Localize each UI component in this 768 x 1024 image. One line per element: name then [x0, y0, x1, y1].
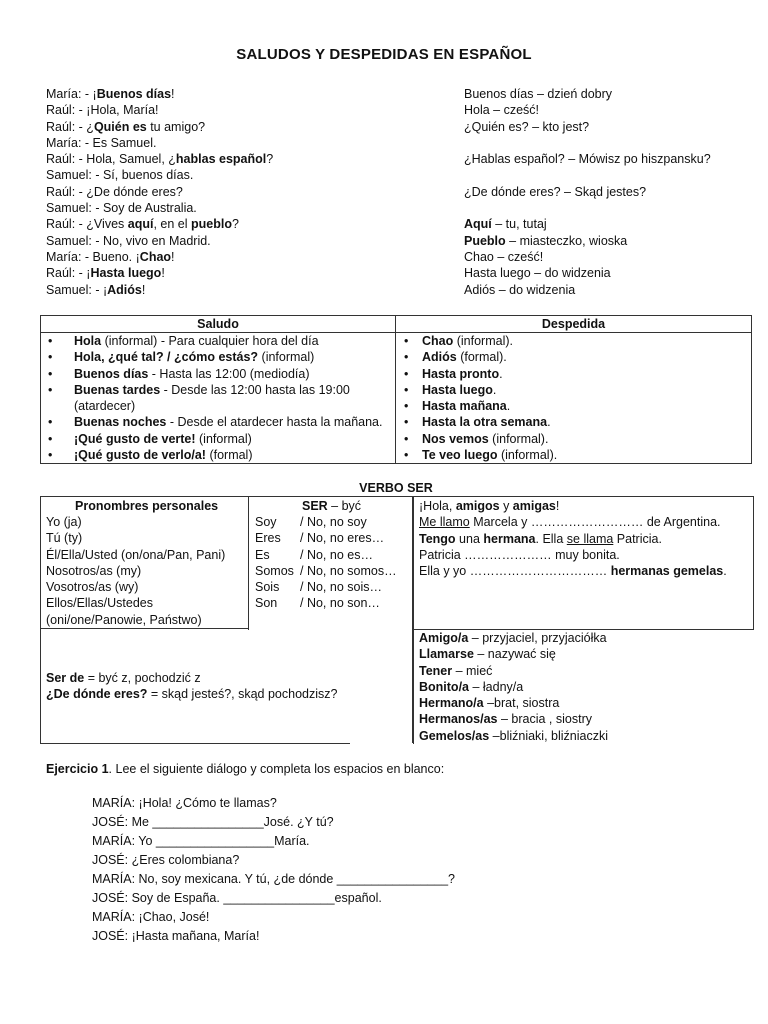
pronouns-header: Pronombres personales [75, 499, 219, 513]
exercise-line: MARÍA: No, soy mexicana. Y tú, ¿de dónde ________________? [92, 872, 455, 886]
vocab-line: Pueblo – miasteczko, wioska [464, 233, 628, 248]
list-item: Nosotros/as (my) [46, 563, 142, 578]
dialogue-line: Samuel: - Sí, buenos días. [46, 168, 194, 183]
dialogue-line: Raúl: - ¿Quién es tu amigo? [46, 119, 206, 134]
despedida-cell [396, 333, 752, 464]
example-line: Patricia ………………… muy bonita. [419, 547, 620, 562]
exercise-line: JOSÉ: Me ________________José. ¿Y tú? [92, 815, 334, 829]
dialogue-block [46, 86, 273, 298]
list-item: Tener – mieć [419, 663, 493, 678]
verbo-bottom-line [40, 743, 350, 744]
list-item: • Adiós (formal). [396, 349, 751, 365]
dialogue-line: Raúl: - ¿De dónde eres? [46, 184, 183, 199]
vocab-line: Chao – cześć! [464, 249, 544, 264]
vocab-block [464, 86, 711, 298]
vocab-line: Buenos días – dzień dobry [464, 87, 613, 101]
list-item: • Hasta pronto. [396, 366, 751, 382]
list-item: / No, no son… [300, 596, 380, 611]
list-item: • Hola (informal) - Para cualquier hora del día [41, 333, 395, 349]
list-item: Ellos/Ellas/Ustedes [46, 596, 153, 611]
list-item: Bonito/a – ładny/a [419, 679, 524, 694]
exercise-line: MARÍA: ¡Chao, José! [92, 910, 210, 924]
list-item: (oni/one/Panowie, Państwo) [46, 612, 202, 627]
dialogue-line: Samuel: - No, vivo en Madrid. [46, 233, 211, 248]
list-item: Tú (ty) [46, 531, 83, 546]
verbo-divider [40, 628, 248, 629]
list-item: / No, no eres… [300, 531, 385, 546]
vocab-line: ¿Quién es? – kto jest? [464, 119, 590, 134]
vocab-line: Hola – cześć! [464, 103, 540, 118]
list-item: • Buenas noches - Desde el atardecer hasta la mañana. [41, 414, 395, 430]
word-list [419, 630, 608, 744]
list-item: / No, no soy [300, 515, 367, 529]
ser-de-note: Ser de = być z, pochodzić z ¿De dónde eres? = skąd jesteś?, skąd pochodzisz? [46, 671, 338, 702]
dialogue-line: María: - Es Samuel. [46, 135, 157, 150]
dialogue-line: María: - ¡Buenos días! [46, 87, 175, 101]
list-item: • Hasta mañana. [396, 398, 751, 414]
list-item: Hermanos/as – bracia , siostry [419, 712, 592, 727]
vocab-line: ¿Hablas español? – Mówisz po hiszpansku? [464, 152, 711, 167]
list-item: • Nos vemos (informal). [396, 431, 751, 447]
list-item: Llamarse – nazywać się [419, 647, 556, 662]
list-item: Soy [255, 515, 277, 529]
ser-forms [255, 514, 294, 612]
saludo-header: Saludo [41, 316, 396, 333]
list-item: Son [255, 596, 278, 611]
exercise-instruction: Ejercicio 1. Lee el siguiente diálogo y completa los espacios en blanco: [46, 762, 445, 776]
dialogue-line: Raúl: - ¡Hola, María! [46, 103, 159, 118]
list-item: • ¡Qué gusto de verte! (informal) [41, 431, 395, 447]
list-item: Gemelos/as –bliźniaki, bliźniaczki [419, 728, 608, 743]
greetings-table [40, 315, 752, 464]
list-item: • Buenos días - Hasta las 12:00 (mediodía) [41, 366, 395, 382]
dialogue-line: Samuel: - Soy de Australia. [46, 201, 197, 216]
list-item: Eres [255, 531, 281, 546]
exercise-line: MARÍA: Yo _________________María. [92, 834, 310, 848]
exercise-dialogue [92, 794, 455, 946]
dialogue-line: Raúl: - ¿Vives aquí, en el pueblo? [46, 217, 239, 232]
verbo-ser-title: VERBO SER [359, 481, 433, 495]
saludo-cell [41, 333, 396, 464]
list-item: • Hola, ¿qué tal? / ¿cómo estás? (informal) [41, 349, 395, 365]
verbo-column-divider [248, 496, 249, 630]
list-item: Sois [255, 580, 280, 595]
vocab-line: Aquí – tu, tutaj [464, 217, 547, 232]
list-item: Somos [255, 563, 294, 578]
ser-examples [419, 498, 727, 579]
exercise-line: MARÍA: ¡Hola! ¿Cómo te llamas? [92, 796, 277, 810]
example-line: Me llamo Marcela y ……………………… de Argentina. [419, 515, 721, 530]
dialogue-line: Raúl: - Hola, Samuel, ¿hablas español? [46, 152, 274, 167]
verbo-right-divider [412, 628, 413, 743]
example-line: Ella y yo …………………………… hermanas gemelas. [419, 564, 727, 579]
list-item: Yo (ja) [46, 515, 82, 529]
pronouns-list [46, 514, 225, 628]
vocab-line: Hasta luego – do widzenia [464, 266, 611, 281]
list-item: • Hasta luego. [396, 382, 751, 398]
list-item: • ¡Qué gusto de verlo/a! (formal) [41, 447, 395, 463]
dialogue-line: María: - Bueno. ¡Chao! [46, 249, 175, 264]
ser-negations [300, 514, 397, 612]
exercise-line: JOSÉ: ¡Hasta mañana, María! [92, 929, 260, 943]
list-item: Amigo/a – przyjaciel, przyjaciółka [419, 631, 607, 645]
example-line: ¡Hola, amigos y amigas! [419, 499, 560, 513]
list-item: • Hasta la otra semana. [396, 414, 751, 430]
list-item: • Buenas tardes - Desde las 12:00 hasta las 19:00 (atardecer) [41, 382, 395, 415]
list-item: Vosotros/as (wy) [46, 580, 139, 595]
despedida-header: Despedida [396, 316, 752, 333]
exercise-line: JOSÉ: ¿Eres colombiana? [92, 853, 240, 867]
vocab-line: ¿De dónde eres? – Skąd jestes? [464, 184, 647, 199]
exercise-line: JOSÉ: Soy de España. ________________español. [92, 891, 382, 905]
example-line: Tengo una hermana. Ella se llama Patricia. [419, 531, 662, 546]
list-item: / No, no es… [300, 547, 373, 562]
vocab-line: Adiós – do widzenia [464, 282, 576, 297]
list-item: / No, no sois… [300, 580, 382, 595]
list-item: / No, no somos… [300, 563, 397, 578]
list-item: Es [255, 547, 270, 562]
dialogue-line: Samuel: - ¡Adiós! [46, 282, 146, 297]
list-item: • Chao (informal). [396, 333, 751, 349]
list-item: Él/Ella/Usted (on/ona/Pan, Pani) [46, 547, 226, 562]
page-title: SALUDOS Y DESPEDIDAS EN ESPAÑOL [236, 46, 532, 63]
list-item: • Te veo luego (informal). [396, 447, 751, 463]
dialogue-line: Raúl: - ¡Hasta luego! [46, 266, 165, 281]
list-item: Hermano/a –brat, siostra [419, 696, 560, 711]
ser-header: SER – być [302, 499, 362, 513]
